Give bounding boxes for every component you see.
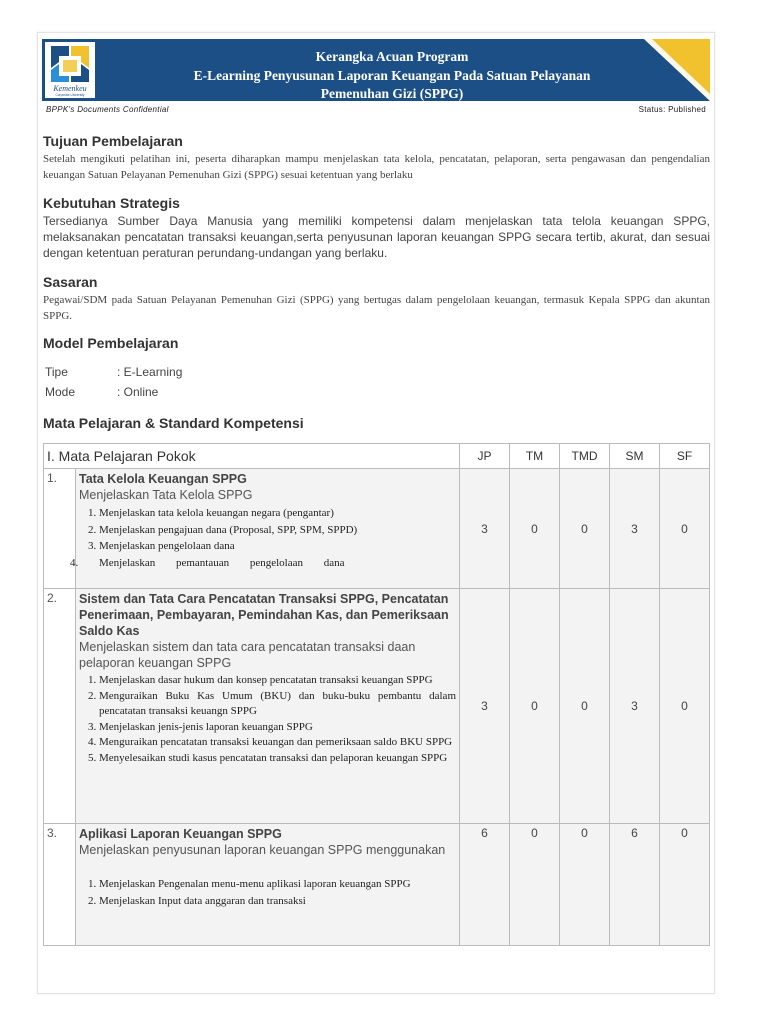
subject-title: Sistem dan Tata Cara Pencatatan Transaksi SPPG, Pencatatan Penerimaan, Pembayaran, Pemindahan Kas, dan Pemeriksaan Saldo Kas bbox=[79, 592, 449, 638]
subject-title: Aplikasi Laporan Keuangan SPPG bbox=[79, 827, 282, 841]
row-number: 1. bbox=[44, 469, 76, 589]
list-item: 4. Menguraikan pencatatan transaksi keuangan dan pemeriksaan saldo BKU SPPG bbox=[99, 735, 456, 751]
subject-title: Tata Kelola Keuangan SPPG bbox=[79, 472, 247, 486]
subject-desc: Menjelaskan penyusunan laporan keuangan SPPG menggunakan bbox=[79, 843, 446, 857]
document-title bbox=[112, 48, 672, 101]
cell-tmd: 0 bbox=[560, 824, 610, 946]
status-label: Status: Published bbox=[638, 105, 706, 114]
cell-sm: 3 bbox=[610, 469, 660, 589]
title-line-3: Pemenuhan Gizi (SPPG) bbox=[320, 86, 464, 101]
cell-tmd: 0 bbox=[560, 469, 610, 589]
header-sf: SF bbox=[660, 444, 710, 469]
row-content bbox=[76, 589, 460, 824]
header-mata-pelajaran: I. Mata Pelajaran Pokok bbox=[44, 444, 460, 469]
cell-tmd: 0 bbox=[560, 589, 610, 824]
section-heading: Kebutuhan Strategis bbox=[43, 195, 180, 211]
table-row bbox=[44, 589, 710, 824]
row-content bbox=[76, 469, 460, 589]
cell-jp: 6 bbox=[460, 824, 510, 946]
confidential-label: BPPK's Documents Confidential bbox=[46, 105, 169, 114]
section-heading: Model Pembelajaran bbox=[43, 335, 179, 351]
list-item: 1. Menjelaskan Pengenalan menu-menu aplikasi laporan keuangan SPPG bbox=[99, 876, 456, 893]
subject-desc: Menjelaskan Tata Kelola SPPG bbox=[79, 488, 253, 502]
section-tujuan bbox=[43, 133, 710, 183]
cell-tm: 0 bbox=[510, 469, 560, 589]
list-item: 4. Menjelaskan pemantauan pengelolaan dana bbox=[99, 555, 456, 572]
row-number: 3. bbox=[44, 824, 76, 946]
logo-subtext: Corporate University bbox=[55, 93, 85, 97]
row-number: 2. bbox=[44, 589, 76, 824]
section-text: Tersedianya Sumber Daya Manusia yang memiliki kompetensi dalam menjelaskan tata telola keuangan SPPG, melaksanakan pencatatan transaksi keuangan,serta penyusunan laporan keuangan SPPG secara tertib, akurat, dan sesuai dengan ketentuan peraturan perundang-undangan yang berlaku. bbox=[43, 214, 710, 260]
tipe-label: Tipe bbox=[45, 365, 68, 379]
document-page bbox=[37, 32, 715, 994]
list-item: 2. Menjelaskan Input data anggaran dan transaksi bbox=[99, 893, 456, 910]
cell-sm: 6 bbox=[610, 824, 660, 946]
logo-text: Kemenkeu bbox=[53, 84, 87, 93]
title-line-1: Kerangka Acuan Program bbox=[315, 49, 469, 64]
table-row bbox=[44, 469, 710, 589]
list-item: 5. Menyelesaikan studi kasus pencatatan transaksi dan pelaporan keuangan SPPG bbox=[99, 751, 456, 767]
row-content bbox=[76, 824, 460, 946]
section-model bbox=[43, 335, 710, 351]
cell-tm: 0 bbox=[510, 589, 560, 824]
section-heading: Tujuan Pembelajaran bbox=[43, 133, 183, 149]
header-tmd: TMD bbox=[560, 444, 610, 469]
document-header bbox=[42, 39, 710, 101]
table-header-row bbox=[44, 444, 710, 469]
table-row bbox=[44, 824, 710, 946]
model-mode-row bbox=[45, 385, 158, 399]
list-item: 2. Menjelaskan pengajuan dana (Proposal, SPP, SPM, SPPD) bbox=[99, 522, 456, 539]
cell-sf: 0 bbox=[660, 589, 710, 824]
mode-value: : Online bbox=[117, 385, 159, 399]
corner-decoration bbox=[644, 39, 710, 101]
cell-sf: 0 bbox=[660, 824, 710, 946]
title-line-2: E-Learning Penyusunan Laporan Keuangan Pada Satuan Pelayanan bbox=[193, 67, 591, 83]
section-heading: Mata Pelajaran & Standard Kompetensi bbox=[43, 415, 304, 431]
cell-sf: 0 bbox=[660, 469, 710, 589]
competency-list bbox=[79, 673, 456, 766]
model-tipe-row bbox=[45, 365, 182, 379]
competency-list bbox=[79, 876, 456, 909]
kemenkeu-logo-icon bbox=[45, 42, 95, 98]
list-item: 2. Menguraikan Buku Kas Umum (BKU) dan buku-buku pembantu dalam pencatatan transaksi keuangn SPPG bbox=[99, 689, 456, 720]
section-heading: Sasaran bbox=[43, 274, 98, 290]
section-mata bbox=[43, 415, 710, 431]
kemenkeu-logo bbox=[45, 42, 95, 98]
subject-desc: Menjelaskan sistem dan tata cara pencatatan transaksi daan pelaporan keuangan SPPG bbox=[79, 640, 416, 670]
list-item: 3. Menjelaskan pengelolaan dana bbox=[99, 538, 456, 555]
section-text: Setelah mengikuti pelatihan ini, peserta diharapkan mampu menjelaskan tata kelola, pencatatan, pelaporan, serta pengawasan dan pengendalian keuangan Satuan Pelayanan Pemenuhan Gizi (SPPG) sesuai ketentuan yang berlaku bbox=[43, 153, 710, 181]
cell-jp: 3 bbox=[460, 589, 510, 824]
section-sasaran bbox=[43, 274, 710, 324]
header-jp: JP bbox=[460, 444, 510, 469]
competency-list bbox=[79, 505, 456, 571]
document-subbar bbox=[46, 105, 706, 114]
cell-sm: 3 bbox=[610, 589, 660, 824]
tipe-value: : E-Learning bbox=[117, 365, 183, 379]
mode-label: Mode bbox=[45, 385, 76, 399]
section-text: Pegawai/SDM pada Satuan Pelayanan Pemenuhan Gizi (SPPG) yang bertugas dalam pengelolaan keuangan, termasuk Kepala SPPG dan akuntan SPPG. bbox=[43, 294, 710, 322]
list-item: 3. Menjelaskan jenis-jenis laporan keuangan SPPG bbox=[99, 720, 456, 736]
header-tm: TM bbox=[510, 444, 560, 469]
section-kebutuhan bbox=[43, 195, 710, 261]
cell-tm: 0 bbox=[510, 824, 560, 946]
mata-pelajaran-table bbox=[43, 443, 710, 946]
list-item: 1. Menjelaskan tata kelola keuangan negara (pengantar) bbox=[99, 505, 456, 522]
cell-jp: 3 bbox=[460, 469, 510, 589]
list-item: 1. Menjelaskan dasar hukum dan konsep pencatatan transaksi keuangan SPPG bbox=[99, 673, 456, 689]
header-sm: SM bbox=[610, 444, 660, 469]
